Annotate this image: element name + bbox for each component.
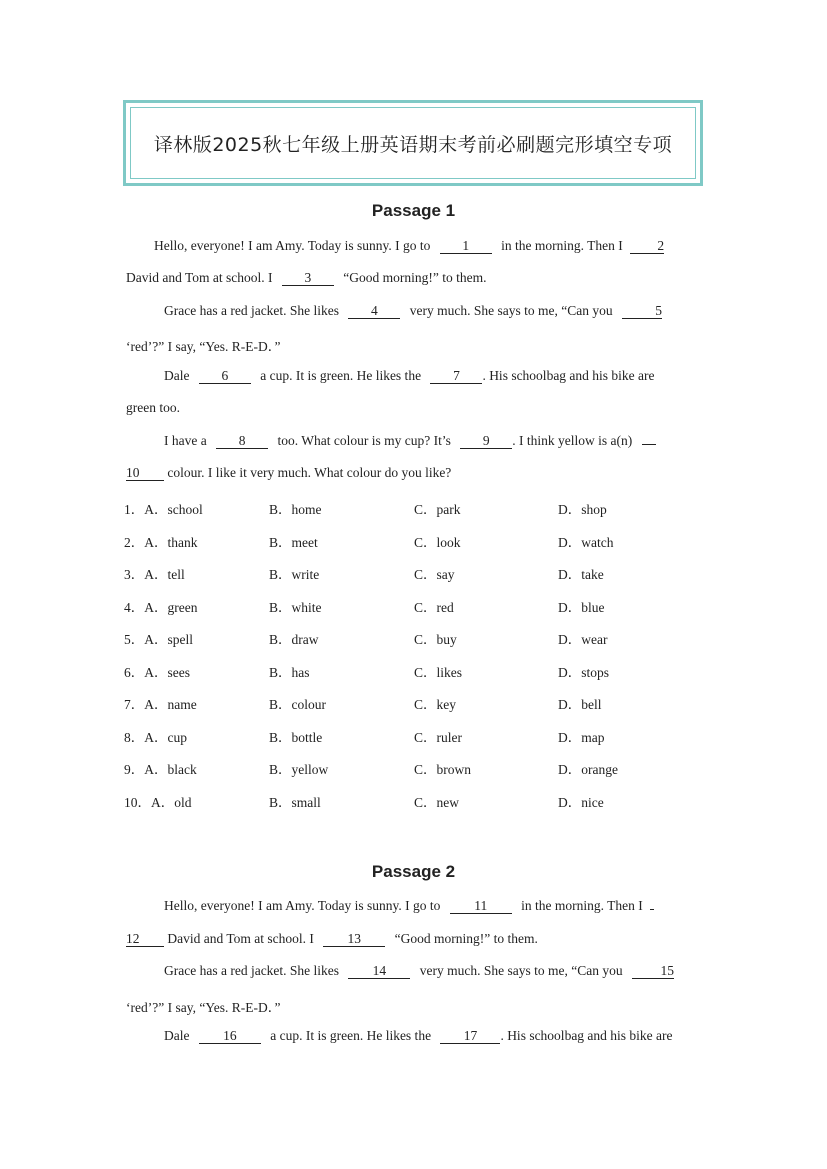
passage-2-heading: Passage 2 xyxy=(371,862,456,881)
blank-10-start xyxy=(642,444,656,445)
blank-14: 14 xyxy=(348,964,410,979)
option-row xyxy=(124,758,724,776)
option-d: D．blue xyxy=(558,599,605,615)
blank-3: 3 xyxy=(282,271,334,286)
option-a: 4．A．green xyxy=(124,599,198,615)
option-c: C．park xyxy=(414,502,461,517)
option-a: 6．A．sees xyxy=(124,664,190,680)
option-a: 7．A．name xyxy=(124,697,197,712)
blank-12: 12 xyxy=(126,932,164,947)
blank-17: 17 xyxy=(440,1029,500,1044)
option-d: D．wear xyxy=(558,632,608,647)
passage-1-line: David and Tom at school. I 3 “Good morning!” to them. xyxy=(126,270,487,285)
option-b: B．meet xyxy=(269,534,318,550)
option-d: D．watch xyxy=(558,534,614,550)
blank-8: 8 xyxy=(216,434,268,449)
option-a: 9．A．black xyxy=(124,762,197,777)
option-b: B．has xyxy=(269,664,310,680)
option-d: D．take xyxy=(558,567,604,582)
option-a: 10．A．old xyxy=(124,794,192,810)
passage-1-line: green too. xyxy=(126,400,180,415)
option-row xyxy=(124,563,724,581)
passage-1-line: Hello, everyone! I am Amy. Today is sunny. I go to 1 in the morning. Then I 2 xyxy=(154,238,665,253)
option-a: 1．A．school xyxy=(124,502,203,517)
passage-1-line: 10 colour. I like it very much. What colour do you like? xyxy=(126,465,452,480)
passage-2-line: Grace has a red jacket. She likes 14 very much. She says to me, “Can you 15 xyxy=(164,963,675,978)
option-c: C．buy xyxy=(414,632,457,647)
passage-2-line: ‘red’?” I say, “Yes. R-E-D．” xyxy=(126,1000,281,1015)
blank-9: 9 xyxy=(460,434,512,449)
option-b: B．yellow xyxy=(269,762,329,777)
passage-2-line: 12 David and Tom at school. I 13 “Good morning!” to them. xyxy=(126,931,538,946)
option-row xyxy=(124,791,724,809)
passage-2-line: Dale 16 a cup. It is green. He likes the 17 . His schoolbag and his bike are xyxy=(164,1028,673,1043)
option-c: C．new xyxy=(414,794,459,810)
option-c: C．brown xyxy=(414,762,471,777)
passage-1-line: ‘red’?” I say, “Yes. R-E-D．” xyxy=(126,339,281,354)
option-d: D．nice xyxy=(558,794,604,810)
blank-12-start xyxy=(650,909,654,910)
option-c: C．red xyxy=(414,599,454,615)
option-c: C．ruler xyxy=(414,729,462,745)
blank-7: 7 xyxy=(430,369,482,384)
option-d: D．stops xyxy=(558,664,610,680)
option-a: 2．A．thank xyxy=(124,534,198,550)
option-d: D．orange xyxy=(558,762,618,777)
option-row xyxy=(124,531,724,549)
option-a: 3．A．tell xyxy=(124,567,185,582)
option-row xyxy=(124,628,724,646)
passage-1-heading: Passage 1 xyxy=(371,201,456,220)
passage-1-line: Grace has a red jacket. She likes 4 very much. She says to me, “Can you 5 xyxy=(164,303,663,318)
blank-11: 11 xyxy=(450,899,512,914)
option-b: B．colour xyxy=(269,697,326,712)
blank-1: 1 xyxy=(440,239,492,254)
option-b: B．white xyxy=(269,599,322,615)
option-c: C．key xyxy=(414,697,456,712)
passage-1-line: I have a 8 too. What colour is my cup? It’s 9 . I think yellow is a(n) xyxy=(164,433,656,449)
blank-6: 6 xyxy=(199,369,251,384)
option-row xyxy=(124,726,724,744)
blank-4: 4 xyxy=(348,304,400,319)
option-row xyxy=(124,693,724,711)
option-b: B．home xyxy=(269,502,322,517)
title-inner-border xyxy=(130,107,696,179)
option-c: C．look xyxy=(414,534,461,550)
passage-2-line: Hello, everyone! I am Amy. Today is sunny. I go to 11 in the morning. Then I xyxy=(164,898,654,914)
passage-1-line: Dale 6 a cup. It is green. He likes the 7 . His schoolbag and his bike are xyxy=(164,368,655,383)
option-b: B．draw xyxy=(269,632,319,647)
blank-2: 2 xyxy=(630,239,664,254)
blank-16: 16 xyxy=(199,1029,261,1044)
blank-13: 13 xyxy=(323,932,385,947)
option-d: D．bell xyxy=(558,697,602,712)
option-d: D．shop xyxy=(558,502,607,517)
blank-15: 15 xyxy=(632,964,674,979)
blank-10: 10 xyxy=(126,466,164,481)
title-box xyxy=(123,100,703,186)
option-row xyxy=(124,661,724,679)
option-b: B．write xyxy=(269,567,320,582)
option-c: C．likes xyxy=(414,664,463,680)
option-b: B．small xyxy=(269,794,321,810)
option-a: 5．A．spell xyxy=(124,632,193,647)
option-a: 8．A．cup xyxy=(124,729,187,745)
blank-5: 5 xyxy=(622,304,662,319)
option-b: B．bottle xyxy=(269,729,323,745)
document-title: 译林版2025秋七年级上册英语期末考前必刷题完形填空专项 xyxy=(153,133,673,156)
option-c: C．say xyxy=(414,567,455,582)
option-row xyxy=(124,596,724,614)
option-d: D．map xyxy=(558,729,605,745)
option-row xyxy=(124,498,724,516)
